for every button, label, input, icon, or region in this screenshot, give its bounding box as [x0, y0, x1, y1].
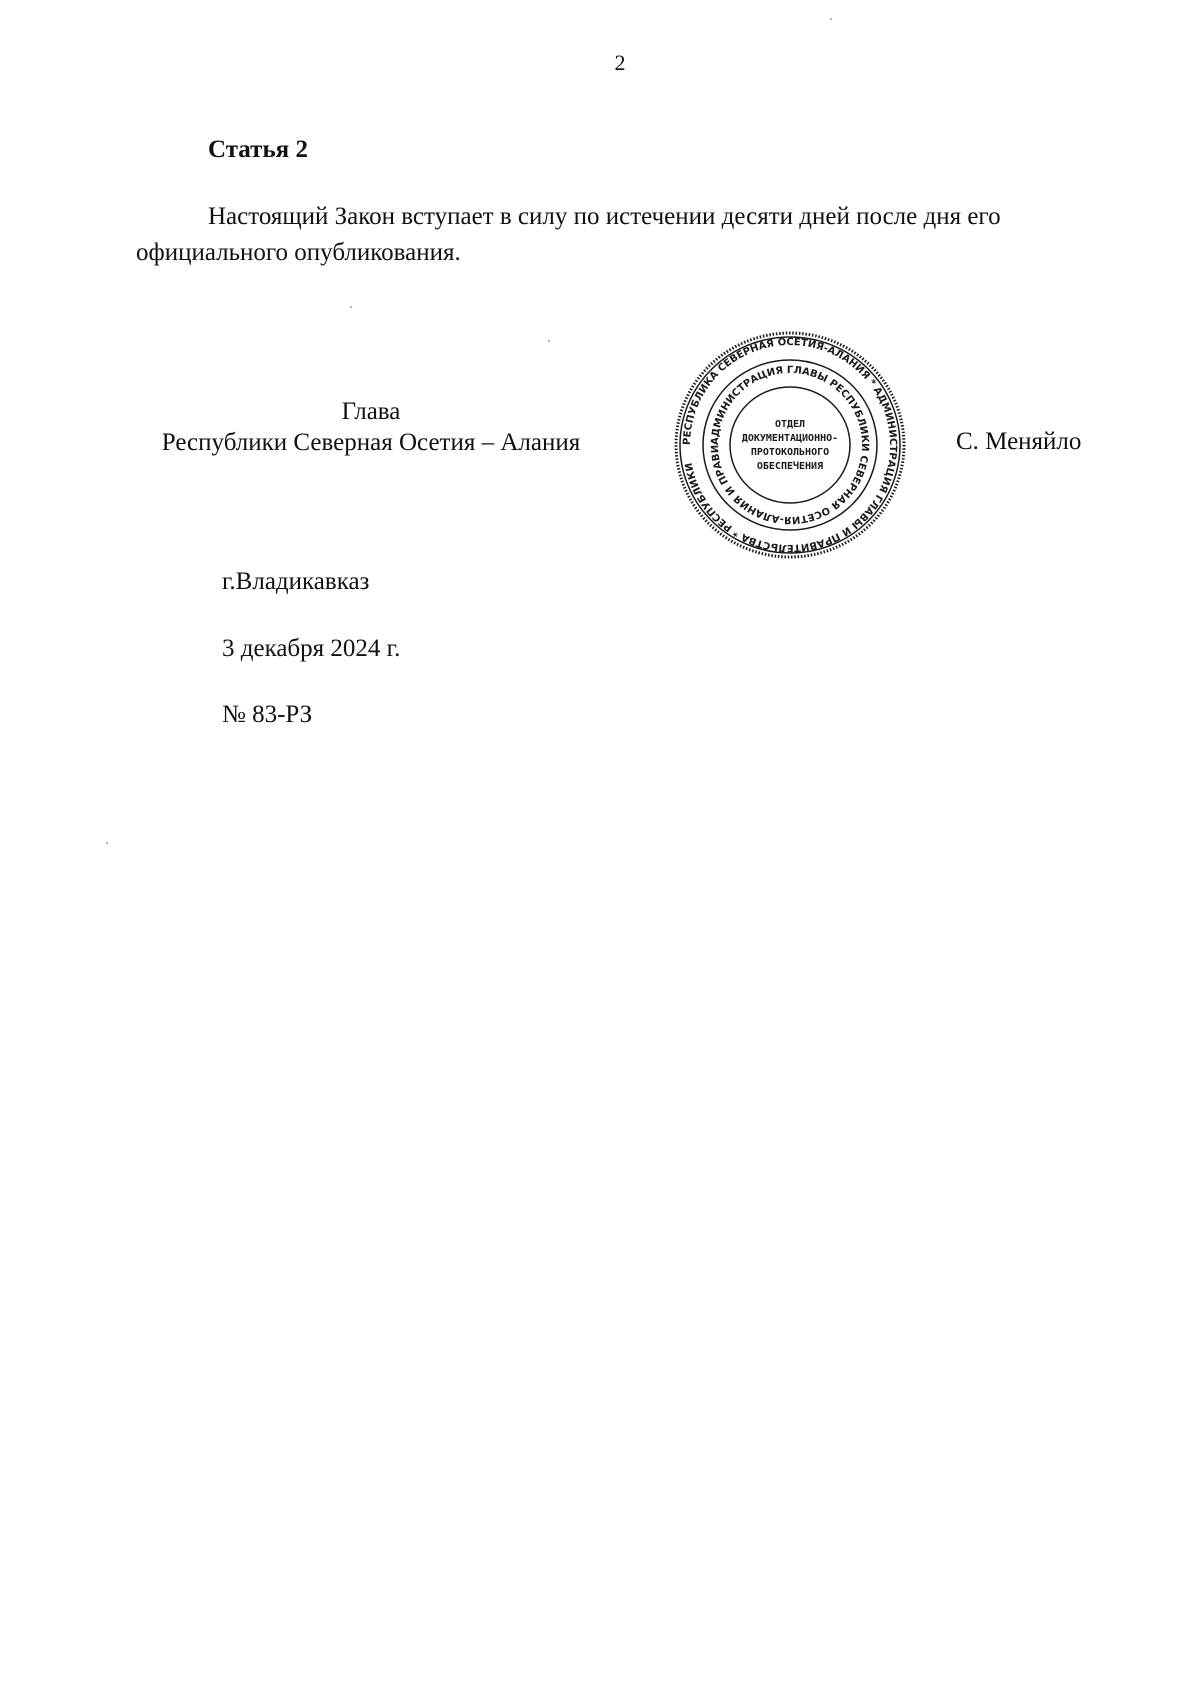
- article-heading: Статья 2: [208, 136, 308, 163]
- scan-speck: [350, 306, 352, 308]
- document-number: № 83-РЗ: [222, 701, 313, 728]
- seal-middle-text-path: АДМИНИСТРАЦИЯ ГЛАВЫ РЕСПУБЛИКИ СЕВЕРНАЯ ОСЕТИЯ-АЛАНИЯ И ПРАВИ: [709, 364, 871, 526]
- seal-outer-text-path: РЕСПУБЛИКА СЕВЕРНАЯ ОСЕТИЯ-АЛАНИЯ * АДМИНИСТРАЦИЯ ГЛАВЫ И ПРАВИТЕЛЬСТВА * РЕСПУБЛИКИ: [681, 336, 899, 554]
- scan-speck: [830, 18, 832, 20]
- signature-title: [136, 396, 606, 458]
- seal-center-text: [742, 419, 838, 472]
- seal-center-line-4: ОБЕСПЕЧЕНИЯ: [756, 461, 824, 472]
- article-body: Настоящий Закон вступает в силу по истечении десяти дней после дня его официального опубликования.: [136, 203, 1001, 266]
- seal-middle-ring: [703, 360, 877, 530]
- document-date: 3 декабря 2024 г.: [222, 635, 401, 662]
- seal-center-line-2: ДОКУМЕНТАЦИОННО-: [741, 433, 839, 444]
- seal-center-line-1: ОТДЕЛ: [774, 419, 806, 430]
- signature-title-line-1: Глава: [341, 398, 401, 425]
- signature-title-line-2: Республики Северная Осетия – Алания: [161, 429, 581, 456]
- seal-graphic: [670, 330, 910, 560]
- seal-inner-ring: [730, 387, 850, 503]
- seal-center-line-3: ПРОТОКОЛЬНОГО: [750, 447, 830, 458]
- page-number: 2: [614, 50, 626, 75]
- signature-name: С. Меняйло: [956, 428, 1082, 455]
- scan-speck: [548, 340, 550, 342]
- document-city: г.Владикавказ: [222, 568, 370, 595]
- scan-speck: [106, 842, 108, 844]
- official-seal-stamp: [670, 330, 910, 560]
